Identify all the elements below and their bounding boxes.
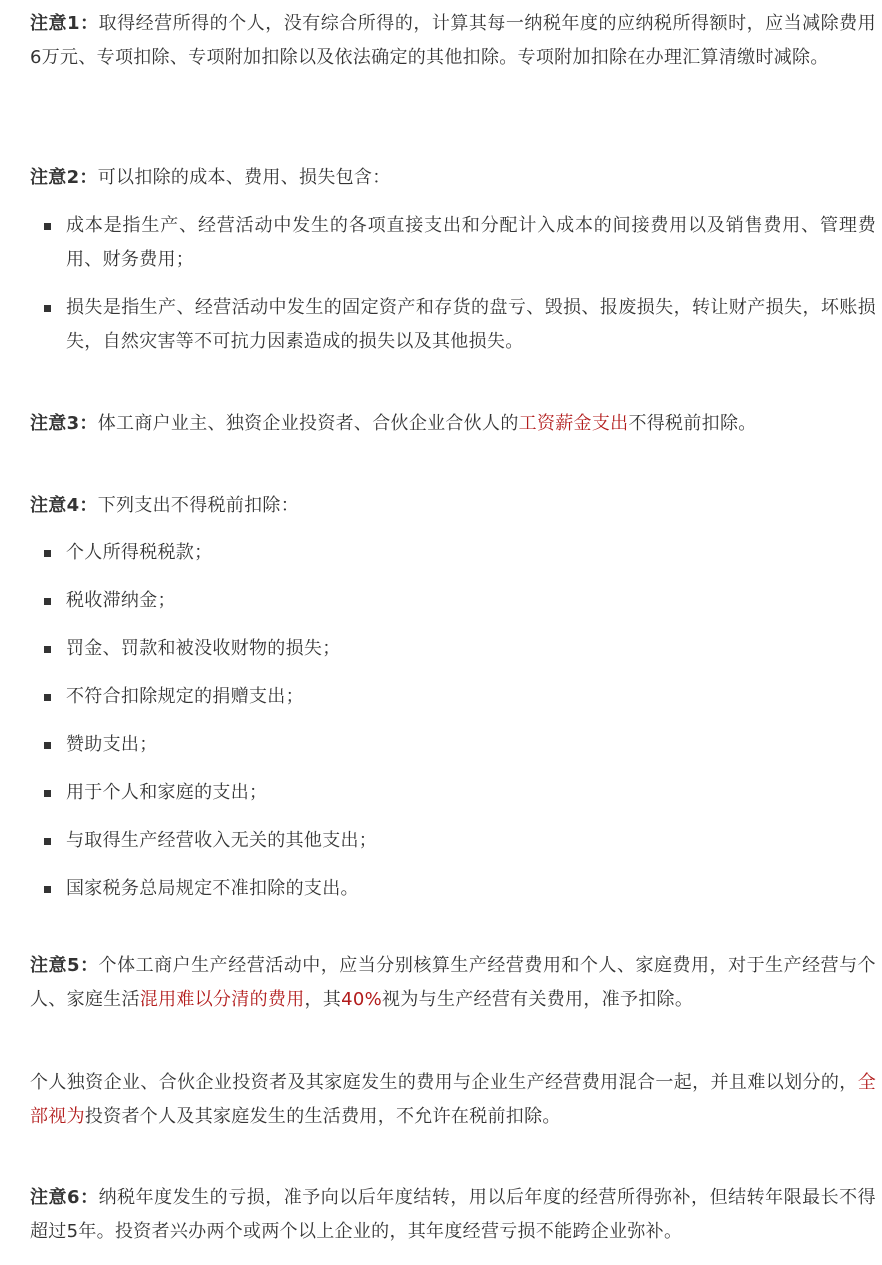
highlight-text: 全部视为 <box>30 1072 876 1127</box>
list-item: 与取得生产经营收入无关的其他支出； <box>30 824 876 858</box>
note-1-text: 取得经营所得的个人，没有综合所得的，计算其每一纳税年度的应纳税所得额时，应当减除费用6万元、专项扣除、专项附加扣除以及依法确定的其他扣除。专项附加扣除在办理汇算清缴时减除。 <box>30 13 876 68</box>
note-1-label: 注意1： <box>30 13 99 34</box>
bullet-icon <box>44 646 51 653</box>
extra-paragraph: 个人独资企业、合伙企业投资者及其家庭发生的费用与企业生产经营费用混合一起，并且难以划分的，全部视为投资者个人及其家庭发生的生活费用，不允许在税前扣除。 <box>30 1072 876 1127</box>
highlight-text: 混用难以分清的费用 <box>139 989 305 1010</box>
list-item: 不符合扣除规定的捐赠支出； <box>30 680 876 714</box>
list-item: 赞助支出； <box>30 728 876 762</box>
bullet-icon <box>44 598 51 605</box>
list-item: 罚金、罚款和被没收财物的损失； <box>30 632 876 666</box>
list-item: 用于个人和家庭的支出； <box>30 776 876 810</box>
bullet-icon <box>44 838 51 845</box>
list-item: 成本是指生产、经营活动中发生的各项直接支出和分配计入成本的间接费用以及销售费用、管理费用、财务费用； <box>30 209 876 277</box>
note-6 <box>30 1181 876 1249</box>
bullet-icon <box>44 742 51 749</box>
note-3-label: 注意3： <box>30 413 98 434</box>
note-5-label: 注意5： <box>30 955 99 976</box>
bullet-icon <box>44 790 51 797</box>
note-6-label: 注意6： <box>30 1187 99 1208</box>
highlight-percent: 40% <box>341 989 383 1010</box>
list-item: 国家税务总局规定不准扣除的支出。 <box>30 872 876 906</box>
bullet-icon <box>44 305 51 312</box>
note-4-list <box>30 536 876 906</box>
note-4 <box>30 489 876 523</box>
list-item: 损失是指生产、经营活动中发生的固定资产和存货的盘亏、毁损、报废损失，转让财产损失，坏账损失，自然灾害等不可抗力因素造成的损失以及其他损失。 <box>30 291 876 359</box>
note-2-list <box>30 209 876 359</box>
highlight-text: 工资薪金支出 <box>518 413 629 434</box>
bullet-icon <box>44 550 51 557</box>
note-4-text: 下列支出不得税前扣除： <box>97 495 300 516</box>
note-2 <box>30 161 876 195</box>
note-3: 注意3：体工商户业主、独资企业投资者、合伙企业合伙人的工资薪金支出不得税前扣除。 <box>30 413 757 434</box>
bullet-icon <box>44 694 51 701</box>
bullet-icon <box>44 223 51 230</box>
note-4-label: 注意4： <box>30 495 98 516</box>
list-item: 税收滞纳金； <box>30 584 876 618</box>
note-2-label: 注意2： <box>30 167 98 188</box>
note-1 <box>30 7 876 75</box>
note-2-text: 可以扣除的成本、费用、损失包含： <box>97 167 391 188</box>
list-item: 个人所得税税款； <box>30 536 876 570</box>
note-6-text: 纳税年度发生的亏损，准予向以后年度结转，用以后年度的经营所得弥补，但结转年限最长不得超过5年。投资者兴办两个或两个以上企业的，其年度经营亏损不能跨企业弥补。 <box>30 1187 876 1242</box>
bullet-icon <box>44 886 51 893</box>
note-5: 注意5：个体工商户生产经营活动中，应当分别核算生产经营费用和个人、家庭费用，对于生产经营与个人、家庭生活混用难以分清的费用，其40%视为与生产经营有关费用，准予扣除。 <box>30 955 876 1010</box>
